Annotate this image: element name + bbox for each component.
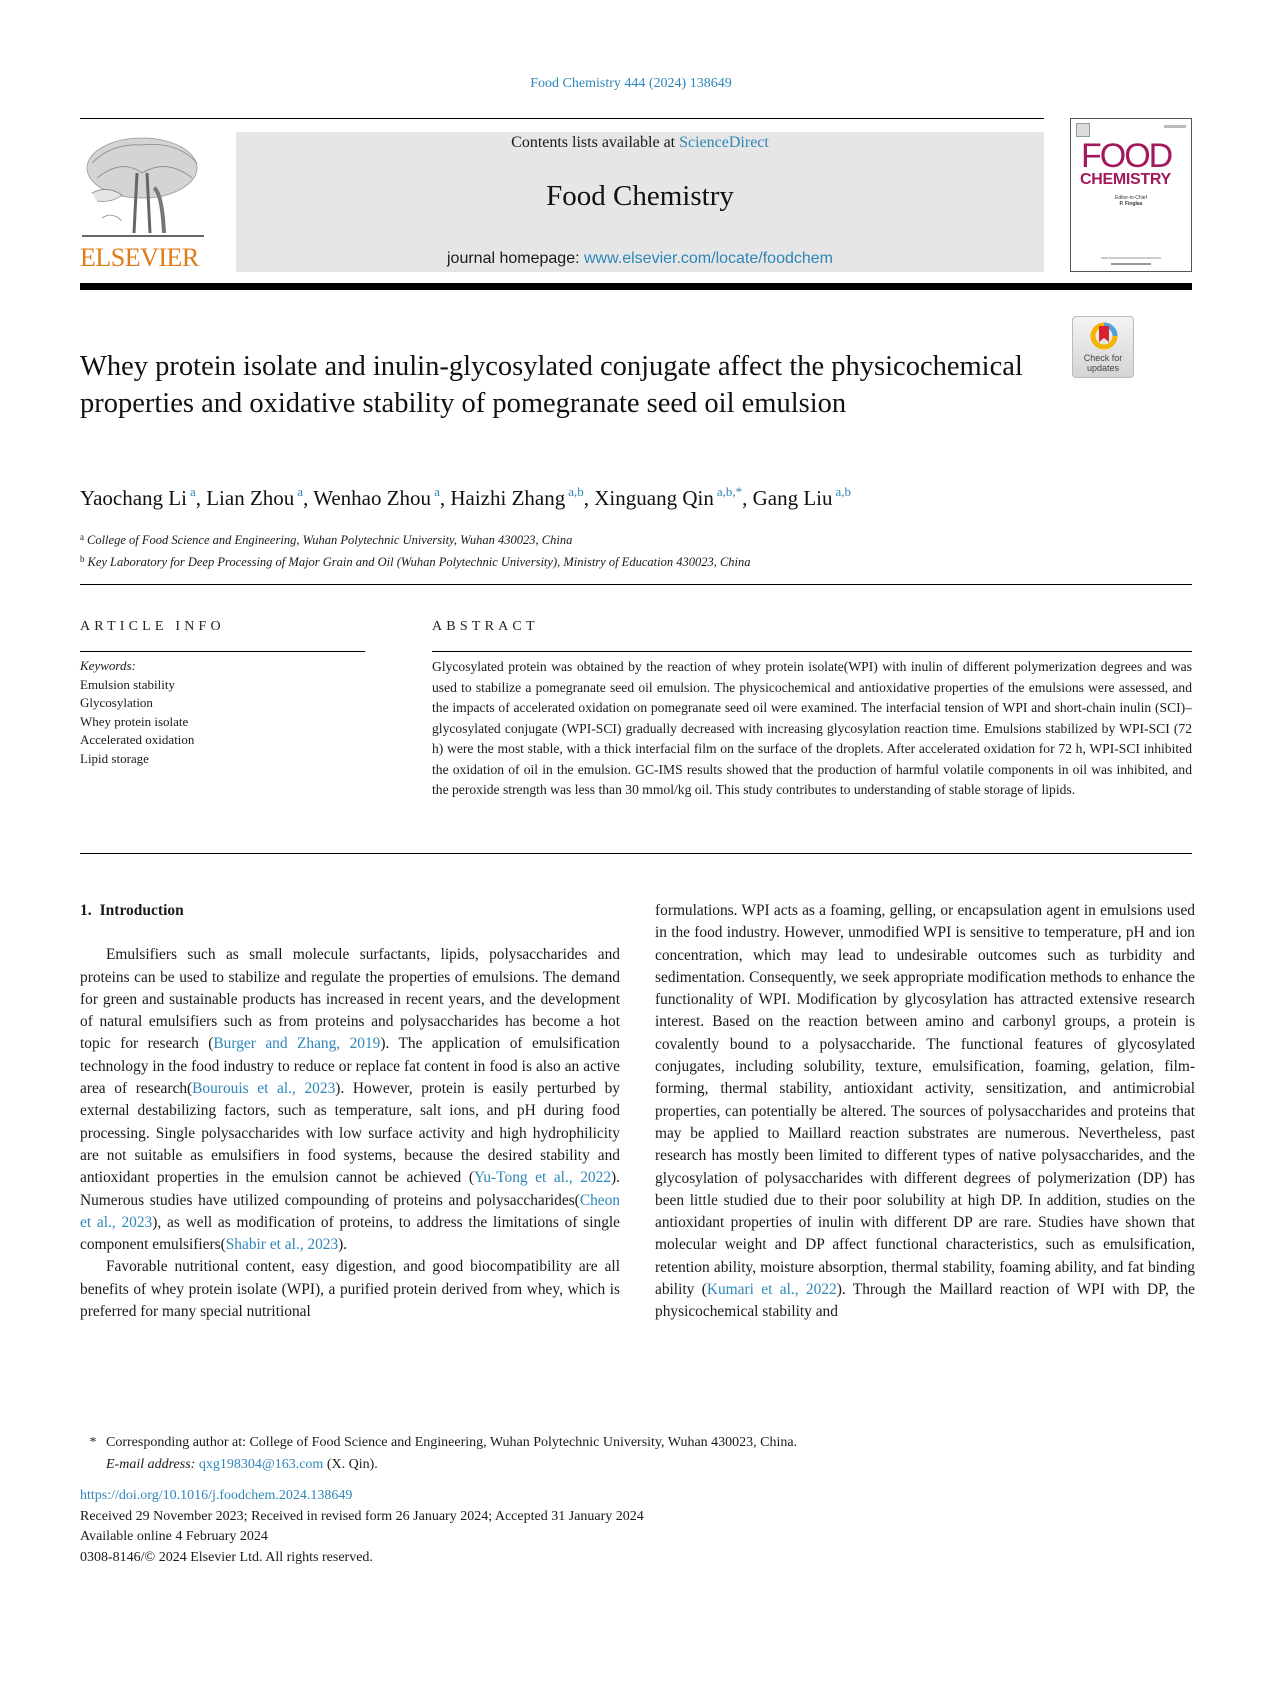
author-list: Yaochang Li $^a$, Lian Zhou $^a$, Wenhao Zhou $^a$, Haizhi Zhang $^{a,b}$, Xinguang Qin $^{a,b,*}$, Gang Liu $^{a,b}$ (80, 484, 852, 510)
received-dates: Received 29 November 2023; Received in revised form 26 January 2024; Accepted 31 January 2024 (80, 1508, 644, 1524)
keyword-item: Whey protein isolate (80, 713, 189, 729)
check-for-updates-label (1073, 353, 1133, 373)
homepage-link[interactable]: www.elsevier.com/locate/foodchem (583, 250, 833, 267)
copyright: 0308-8146/© 2024 Elsevier Ltd. All rights reserved. (80, 1549, 373, 1565)
section-rule (80, 584, 1192, 585)
cover-editor-label: Editor-in-Chief (1115, 195, 1147, 201)
doi-link[interactable]: https://doi.org/10.1016/j.foodchem.2024.138649 (80, 1488, 353, 1503)
affiliation-mark: a (80, 532, 84, 542)
abstract-rule (432, 651, 1192, 652)
author-name[interactable]: Wenhao Zhou (313, 486, 432, 510)
affiliation-b (80, 550, 1180, 572)
citation-link[interactable]: Cheon et al., 2023 (80, 1191, 620, 1231)
citation-link[interactable]: Shabir et al., 2023 (225, 1236, 339, 1254)
check-for-updates-button[interactable] (1072, 316, 1134, 378)
keywords-label: Keywords: (80, 658, 136, 673)
journal-masthead (236, 132, 1044, 272)
cover-elsevier-icon (1076, 123, 1090, 137)
keyword-item: Accelerated oxidation (80, 732, 195, 747)
header-rule (80, 283, 1192, 290)
author-affiliation-mark[interactable]: a (189, 484, 196, 499)
top-rule (80, 118, 1044, 119)
author-affiliation-mark[interactable]: a,b (568, 484, 584, 499)
elsevier-tree-icon (82, 133, 204, 243)
email-label: E-mail address: (106, 1457, 196, 1472)
email-line (80, 1454, 1180, 1476)
journal-title: Food Chemistry (546, 180, 734, 212)
affiliation-a (80, 528, 1180, 550)
keywords-block (80, 657, 370, 768)
citation-link[interactable]: Kumari et al., 2022 (706, 1281, 837, 1299)
citation-link[interactable]: Bourouis et al., 2023 (192, 1080, 336, 1098)
author-affiliation-mark[interactable]: a (434, 484, 440, 499)
citation-link[interactable]: Yu-Tong et al., 2022 (473, 1169, 612, 1187)
abstract-bottom-rule (80, 853, 1192, 854)
article-info-rule (80, 651, 365, 652)
corresponding-line (80, 1432, 1180, 1454)
body-column-right (655, 900, 1195, 1324)
author-name[interactable]: Lian Zhou (206, 486, 295, 510)
affiliation-text: Key Laboratory for Deep Processing of Major Grain and Oil (Wuhan Polytechnic University), Ministry of Education 430023, China (87, 555, 751, 569)
article-info-heading: ARTICLE INFO (80, 619, 225, 634)
author-affiliation-mark[interactable]: a (297, 484, 304, 499)
author-affiliation-mark[interactable]: a,b,* (716, 484, 743, 499)
keyword-item: Glycosylation (80, 695, 153, 710)
cover-editor (1071, 195, 1191, 207)
article-title: Whey protein isolate and inulin-glycosylated conjugate affect the physicochemical properties and oxidative stability of pomegranate seed oil emulsion (80, 351, 1023, 419)
email-suffix: (X. Qin). (323, 1457, 378, 1472)
available-online: Available online 4 February 2024 (80, 1529, 268, 1544)
section-title: Introduction (99, 902, 184, 919)
footnote-star: * (89, 1435, 97, 1450)
author-name[interactable]: Gang Liu (752, 486, 833, 510)
author-affiliation-mark[interactable]: a,b (835, 484, 852, 499)
intro-paragraph-1: Emulsifiers such as small molecule surfactants, lipids, polysaccharides and proteins can be used to stabilize and regulate the properties of emulsions. The demand for green and sustainable products has increased in recent years, and the development of natural emulsifiers such as from proteins and polysaccharides has become a hot topic for research (Burger and Zhang, 2019). The application of emulsification technology in the food industry to reduce or replace fat content in food is also an active area of research(Bourouis et al., 2023). However, protein is easily perturbed by external destabilizing factors, such as temperature, salt ions, and pH during food processing. Single polysaccharides with low surface activity and high hydrophilicity are not suitable as emulsifiers in food systems, because the desired stability and antioxidant properties in the emulsion cannot be achieved (Yu-Tong et al., 2022). Numerous studies have utilized compounding of proteins and polysaccharides(Cheon et al., 2023), as well as modification of proteins, to address the limitations of single component emulsifiers(Shabir et al., 2023). (80, 946, 620, 1254)
author-name[interactable]: Haizhi Zhang (450, 486, 566, 510)
body-column-left (80, 900, 620, 1323)
running-head[interactable]: Food Chemistry 444 (2024) 138649 (530, 76, 732, 91)
affiliation-mark: b (80, 554, 85, 564)
corresponding-author-footnote (80, 1432, 1180, 1476)
crossmark-icon (1090, 322, 1118, 352)
journal-cover[interactable] (1070, 118, 1192, 272)
check-line-2: updates (1086, 363, 1120, 373)
corresponding-text: Corresponding author at: College of Food Science and Engineering, Wuhan Polytechnic University, Wuhan 430023, China. (106, 1435, 798, 1450)
author-name[interactable]: Yaochang Li (80, 486, 187, 510)
contents-line (236, 134, 1044, 152)
email-link[interactable]: qxg198304@163.com (198, 1457, 324, 1472)
cover-footer-line (1111, 263, 1151, 265)
cover-editor-name: P. Finglas (1119, 201, 1143, 207)
abstract-text: Glycosylated protein was obtained by the reaction of whey protein isolate(WPI) with inulin of different polymerization degrees and was used to stabilize a pomegranate seed oil emulsion. The physicochemical and antioxidative properties of the emulsions were assessed, and the impacts of accelerated oxidation on pomegranate seed oil were examined. The interfacial tension of WPI and short-chain inulin (SCI)–glycosylated conjugate (WPI-SCI) gradually decreased with increasing glycosylation reaction time. Emulsions stabilized by WPI-SCI (72 h) were the most stable, with a thick interfacial film on the surface of the droplets. After accelerated oxidation for 72 h, WPI-SCI inhibited the oxidation of oil in the emulsion. GC-IMS results showed that the production of harmful volatile components in oil was inhibited, and the peroxide strength was less than 30 mmol/kg oil. This study contributes to understanding of stable storage of lipids. (432, 659, 1192, 797)
cover-word-food: FOOD (1081, 137, 1172, 175)
abstract-heading: ABSTRACT (432, 619, 539, 634)
cover-issn (1164, 125, 1186, 128)
elsevier-logo[interactable] (80, 133, 206, 275)
citation-link[interactable]: Burger and Zhang, 2019 (213, 1035, 381, 1053)
keyword-item: Lipid storage (80, 750, 149, 766)
check-line-1: Check for (1083, 353, 1123, 363)
elsevier-wordmark: ELSEVIER (80, 243, 199, 272)
keyword-item: Emulsion stability (80, 676, 175, 692)
author-name[interactable]: Xinguang Qin (594, 486, 714, 510)
publication-info (80, 1486, 1180, 1568)
intro-paragraph-2: Favorable nutritional content, easy digestion, and good biocompatibility are all benefits of whey protein isolate (WPI), a purified protein derived from whey, which is preferred for many special nutritional (80, 1258, 620, 1321)
sciencedirect-link[interactable]: ScienceDirect (679, 134, 769, 151)
section-heading-introduction (80, 900, 620, 922)
affiliation-text: College of Food Science and Engineering, Wuhan Polytechnic University, Wuhan 430023, China (87, 533, 573, 547)
affiliation-list (80, 528, 1180, 572)
homepage-line (236, 250, 1044, 268)
homepage-prefix: journal homepage: (447, 250, 584, 267)
cover-word-chemistry: CHEMISTRY (1080, 171, 1171, 188)
section-number: 1. (80, 902, 92, 919)
intro-paragraph-2-continued: formulations. WPI acts as a foaming, gelling, or encapsulation agent in emulsions used in the food industry. However, unmodified WPI is sensitive to temperature, pH and ion concentration, which may lead to undesirable outcomes such as turbidity and sedimentation. Consequently, we seek appropriate modification methods to enhance the functionality of WPI. Modification by glycosylation has attracted extensive research interest. Based on the reaction between amino and carbonyl groups, a protein is covalently bound to a polysaccharide. The functional features of glycosylated conjugates, including solubility, texture, emulsification, foaming, gelation, film-forming, thermal stability, antioxidant activity, sensitization, and antimicrobial properties, can potentially be altered. The sources of polysaccharides and proteins that may be applied to Maillard reaction substrates are numerous. Nevertheless, past research has mostly been limited to different types of native polysaccharides, and the glycosylation of polysaccharides with different degrees of polymerization (DP) has been little studied due to their poor solubility at high DP. In addition, studies on the antioxidant properties of inulin with different DP are rare. Studies have shown that molecular weight and DP affect functional characteristics, such as emulsification, retention ability, moisture absorption, thermal stability, foaming ability, and fat binding ability (Kumari et al., 2022). Through the Maillard reaction of WPI with DP, the physicochemical stability and (655, 902, 1195, 1321)
contents-prefix: Contents lists available at (511, 134, 680, 151)
cover-footer-line (1101, 257, 1161, 259)
